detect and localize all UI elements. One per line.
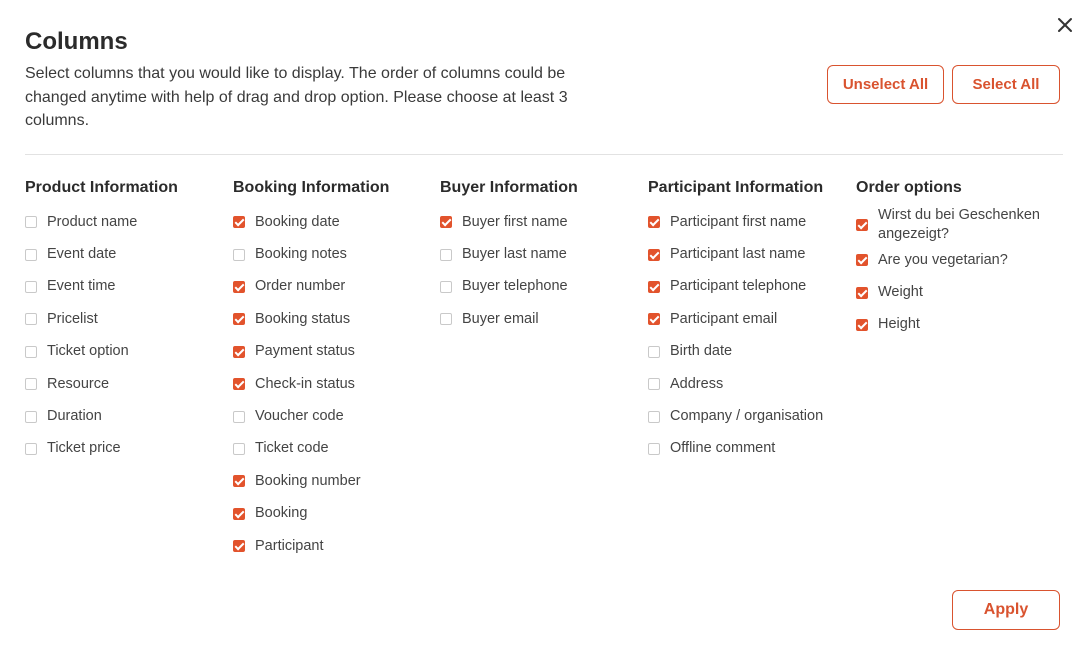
column-option-label: Event date (47, 246, 117, 263)
column-option[interactable] (648, 336, 823, 368)
column-option[interactable] (233, 206, 389, 238)
column-option[interactable] (648, 206, 823, 238)
column-option-label: Booking status (255, 310, 351, 327)
column-option[interactable] (856, 276, 1056, 308)
checkbox-checked[interactable] (648, 313, 660, 325)
column-option[interactable] (233, 498, 389, 530)
group-title: Product Information (25, 179, 178, 196)
checkbox-unchecked[interactable] (440, 281, 452, 293)
column-option-label: Check-in status (255, 375, 355, 392)
column-list (25, 206, 178, 465)
column-option-label: Voucher code (255, 408, 344, 425)
checkbox-checked[interactable] (233, 475, 245, 487)
apply-button[interactable]: Apply (952, 590, 1060, 630)
column-option[interactable] (233, 530, 389, 562)
header-divider (25, 154, 1063, 155)
column-option[interactable] (648, 238, 823, 270)
column-option-label: Birth date (670, 343, 733, 360)
unselect-all-button[interactable]: Unselect All (827, 65, 944, 104)
group-product-information (25, 178, 178, 465)
column-option-label: Participant (255, 537, 324, 554)
checkbox-unchecked[interactable] (25, 313, 37, 325)
column-option-label: Buyer first name (462, 213, 568, 230)
column-option-label: Product name (47, 213, 138, 230)
column-option-label: Duration (47, 408, 102, 425)
checkbox-unchecked[interactable] (440, 249, 452, 261)
checkbox-checked[interactable] (233, 216, 245, 228)
column-option[interactable] (233, 271, 389, 303)
column-option-label: Buyer last name (462, 246, 567, 263)
column-option-label: Height (878, 316, 920, 333)
column-option[interactable] (25, 238, 178, 270)
column-option[interactable] (25, 206, 178, 238)
checkbox-unchecked[interactable] (233, 443, 245, 455)
column-option-label: Participant email (670, 310, 778, 327)
column-option-label: Payment status (255, 343, 355, 360)
column-list (233, 206, 389, 562)
column-option[interactable] (25, 400, 178, 432)
checkbox-unchecked[interactable] (25, 216, 37, 228)
column-option-label: Participant telephone (670, 278, 807, 295)
column-option[interactable] (440, 206, 578, 238)
column-option-label: Participant last name (670, 246, 806, 263)
column-option[interactable] (233, 303, 389, 335)
column-list (856, 206, 1056, 341)
checkbox-unchecked[interactable] (648, 443, 660, 455)
checkbox-checked[interactable] (648, 281, 660, 293)
close-button[interactable] (1054, 14, 1076, 36)
checkbox-unchecked[interactable] (25, 249, 37, 261)
column-option-label: Offline comment (670, 440, 776, 457)
column-option-label: Are you vegetarian? (878, 251, 1008, 268)
column-option-label: Ticket price (47, 440, 121, 457)
checkbox-checked[interactable] (233, 378, 245, 390)
checkbox-checked[interactable] (233, 346, 245, 358)
column-option[interactable] (648, 433, 823, 465)
group-buyer-information (440, 178, 578, 336)
checkbox-checked[interactable] (648, 249, 660, 261)
column-list (648, 206, 823, 465)
column-option-label: Booking (255, 505, 308, 522)
column-option[interactable] (440, 271, 578, 303)
column-option[interactable] (25, 368, 178, 400)
checkbox-unchecked[interactable] (648, 378, 660, 390)
column-option-label: Address (670, 375, 724, 392)
group-title: Participant Information (648, 179, 824, 196)
checkbox-unchecked[interactable] (233, 411, 245, 423)
checkbox-unchecked[interactable] (25, 411, 37, 423)
column-option[interactable] (856, 309, 1056, 341)
column-option-label: Booking date (255, 213, 340, 230)
checkbox-checked[interactable] (856, 287, 868, 299)
column-option-label: Wirst du bei Geschenken angezeigt? (878, 207, 1040, 242)
column-option[interactable] (440, 238, 578, 270)
column-option-label: Weight (878, 284, 923, 301)
column-option-label: Booking notes (255, 246, 347, 263)
column-option-label: Ticket option (47, 343, 129, 360)
column-option[interactable] (25, 271, 178, 303)
checkbox-checked[interactable] (856, 254, 868, 266)
select-all-button[interactable]: Select All (952, 65, 1060, 104)
checkbox-checked[interactable] (233, 281, 245, 293)
column-option[interactable] (233, 400, 389, 432)
column-option-label: Participant first name (670, 213, 807, 230)
column-option-label: Ticket code (255, 440, 329, 457)
checkbox-unchecked[interactable] (25, 346, 37, 358)
column-option-label: Pricelist (47, 310, 98, 327)
column-option-label: Buyer email (462, 310, 539, 327)
column-option-label: Company / organisation (670, 408, 824, 425)
column-option[interactable] (856, 244, 1056, 276)
checkbox-unchecked[interactable] (440, 313, 452, 325)
column-option[interactable] (856, 206, 1056, 244)
checkbox-checked[interactable] (440, 216, 452, 228)
checkbox-unchecked[interactable] (25, 281, 37, 293)
column-option-label: Booking number (255, 472, 361, 489)
checkbox-checked[interactable] (648, 216, 660, 228)
column-option[interactable] (25, 336, 178, 368)
column-option-label: Order number (255, 278, 346, 295)
column-list (440, 206, 578, 336)
column-option[interactable] (440, 303, 578, 335)
column-option-label: Buyer telephone (462, 278, 568, 295)
column-option[interactable] (648, 271, 823, 303)
dialog-title: Columns (25, 28, 128, 55)
group-participant-information (648, 178, 823, 465)
dialog-description: Select columns that you would like to display. The order of columns could be changed anytime with help of drag and drop option. Please choose at least 3 columns. (25, 65, 568, 129)
column-option[interactable] (25, 433, 178, 465)
close-icon (1054, 14, 1076, 36)
column-option[interactable] (648, 368, 823, 400)
checkbox-unchecked[interactable] (233, 249, 245, 261)
checkbox-checked[interactable] (233, 540, 245, 552)
checkbox-unchecked[interactable] (25, 443, 37, 455)
column-option[interactable] (233, 368, 389, 400)
column-option[interactable] (233, 238, 389, 270)
column-option[interactable] (233, 336, 389, 368)
group-order-options (856, 178, 1056, 341)
group-booking-information (233, 178, 389, 562)
column-option[interactable] (233, 465, 389, 497)
column-option-label: Event time (47, 278, 116, 295)
column-option[interactable] (25, 303, 178, 335)
column-option-label: Resource (47, 375, 110, 392)
group-title: Order options (856, 179, 962, 196)
checkbox-checked[interactable] (233, 313, 245, 325)
checkbox-unchecked[interactable] (648, 346, 660, 358)
group-title: Buyer Information (440, 179, 578, 196)
checkbox-checked[interactable] (233, 508, 245, 520)
checkbox-checked[interactable] (856, 219, 868, 231)
checkbox-unchecked[interactable] (25, 378, 37, 390)
column-option[interactable] (233, 433, 389, 465)
group-title: Booking Information (233, 179, 390, 196)
column-option[interactable] (648, 303, 823, 335)
checkbox-checked[interactable] (856, 319, 868, 331)
checkbox-unchecked[interactable] (648, 411, 660, 423)
column-option[interactable] (648, 400, 823, 432)
